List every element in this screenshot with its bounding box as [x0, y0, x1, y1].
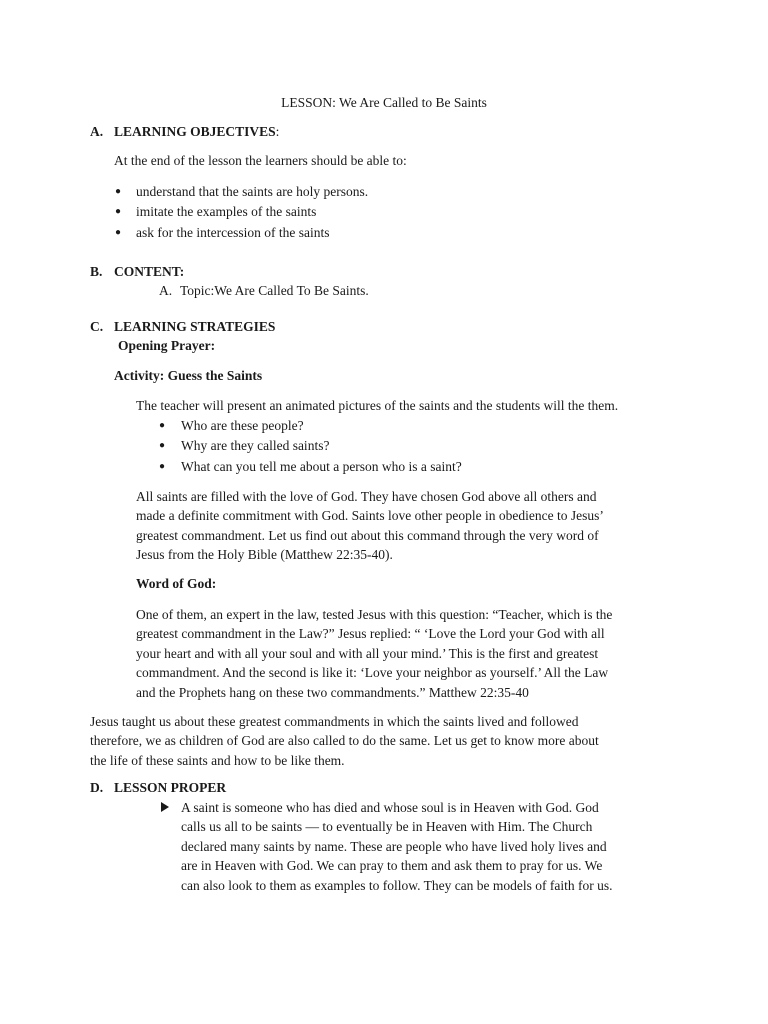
- paragraph-line: are in Heaven with God. We can pray to them and ask them to pray for us. We: [181, 858, 603, 874]
- section-b-heading: CONTENT:: [114, 264, 185, 279]
- section-a-colon: :: [275, 124, 280, 139]
- bullet-icon: ●: [115, 206, 122, 217]
- paragraph-line: Jesus from the Holy Bible (Matthew 22:35-40).: [136, 547, 393, 563]
- content-sub-letter: A.: [159, 283, 173, 298]
- scripture-paragraph: [136, 605, 612, 702]
- paragraph-line: A saint is someone who has died and whose soul is in Heaven with God. God: [181, 800, 599, 815]
- paragraph-line: All saints are filled with the love of God. They have chosen God above all others and: [136, 489, 597, 504]
- saints-paragraph: [136, 487, 604, 565]
- section-a-heading-line: [114, 124, 279, 140]
- paragraph-line: your heart and with all your soul and with all your mind.’ This is the first and greatest: [136, 645, 599, 661]
- activity-intro: The teacher will present an animated pictures of the saints and the students will the them.: [136, 398, 619, 413]
- objectives-intro: At the end of the lesson the learners should be able to:: [114, 153, 407, 168]
- commandments-paragraph: [90, 712, 599, 770]
- paragraph-line: can also look to them as examples to follow. They can be models of faith for us.: [181, 877, 613, 893]
- question-item: What can you tell me about a person who is a saint?: [181, 459, 462, 474]
- section-b-letter: B.: [90, 264, 103, 279]
- question-item: Who are these people?: [181, 418, 304, 433]
- paragraph-line: One of them, an expert in the law, tested Jesus with this question: “Teacher, which is the: [136, 607, 613, 622]
- arrow-bullet-icon: [161, 802, 169, 812]
- bullet-icon: ●: [159, 420, 166, 431]
- paragraph-line: greatest commandment. Let us find out about this command through the very word of: [136, 527, 599, 543]
- section-c-letter: C.: [90, 319, 104, 334]
- paragraph-line: greatest commandment in the Law?” Jesus replied: “ ‘Love the Lord your God with all: [136, 626, 605, 642]
- bullet-icon: ●: [159, 461, 166, 472]
- paragraph-line: and the Prophets hang on these two commandments.” Matthew 22:35-40: [136, 684, 529, 700]
- paragraph-line: therefore, we as children of God are also called to do the same. Let us get to know more about: [90, 733, 599, 749]
- word-of-god-label: Word of God:: [136, 576, 217, 591]
- bullet-icon: ●: [115, 186, 122, 197]
- content-topic: Topic:We Are Called To Be Saints.: [180, 283, 369, 298]
- question-item: Why are they called saints?: [181, 438, 330, 453]
- section-c-heading: LEARNING STRATEGIES: [114, 319, 276, 334]
- section-a-heading: LEARNING OBJECTIVES: [114, 124, 276, 139]
- paragraph-line: calls us all to be saints — to eventually be in Heaven with Him. The Church: [181, 819, 593, 835]
- section-d-letter: D.: [90, 780, 104, 795]
- bullet-icon: ●: [115, 227, 122, 238]
- opening-prayer-label: Opening Prayer:: [118, 338, 216, 353]
- saint-definition-paragraph: [181, 798, 613, 895]
- paragraph-line: made a definite commitment with God. Saints love other people in obedience to Jesus’: [136, 508, 604, 524]
- objective-item: ask for the intercession of the saints: [136, 225, 330, 240]
- paragraph-line: Jesus taught us about these greatest commandments in which the saints lived and followed: [90, 714, 579, 729]
- lesson-title: LESSON: We Are Called to Be Saints: [281, 95, 487, 110]
- paragraph-line: the life of these saints and how to be like them.: [90, 752, 345, 768]
- section-d-heading: LESSON PROPER: [114, 780, 227, 795]
- bullet-icon: ●: [159, 440, 166, 451]
- activity-label: Activity: Guess the Saints: [114, 368, 263, 383]
- paragraph-line: declared many saints by name. These are people who have lived holy lives and: [181, 838, 607, 854]
- paragraph-line: commandment. And the second is like it: ‘Love your neighbor as yourself.’ All the Law: [136, 665, 609, 681]
- objective-item: imitate the examples of the saints: [136, 204, 317, 219]
- objective-item: understand that the saints are holy persons.: [136, 184, 369, 199]
- section-a-letter: A.: [90, 124, 104, 139]
